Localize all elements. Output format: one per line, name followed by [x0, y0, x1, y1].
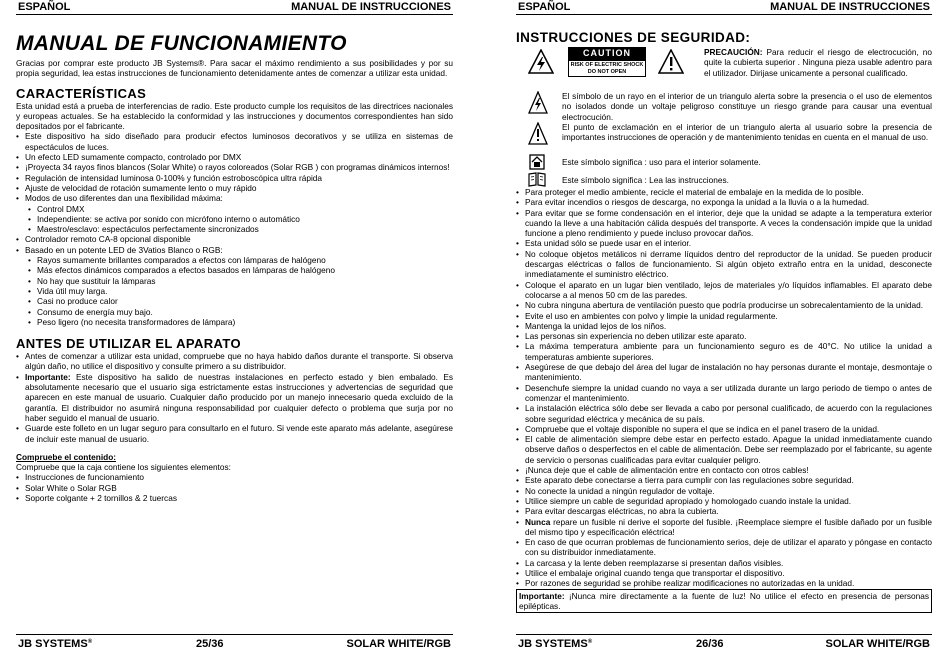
list-item: [516, 362, 932, 383]
list-item: • Rayos sumamente brillantes comparados a efectos con lámparas de halógeno: [28, 255, 453, 265]
list-item: • Más efectos dinámicos comparados a efectos basados en lámparas de halógeno: [28, 265, 453, 275]
header-title: MANUAL DE INSTRUCCIONES: [291, 1, 451, 13]
list-item: • Vida útil muy larga.: [28, 286, 453, 296]
list-item: • Regulación de intensidad luminosa 0-100% y función estroboscópica ultra rápida: [16, 173, 453, 183]
list-item-text: Guarde este folleto en un lugar seguro para consultarlo en el futuro. Si vende este aparato más adelante, asegúrese de incluir este manual de usuario.: [25, 423, 453, 444]
list-item: [516, 517, 932, 538]
header-language: ESPAÑOL: [18, 1, 71, 13]
list-item-bold: Nunca: [525, 516, 551, 527]
list-item-text: La máxima temperatura ambiente para un funcionamiento seguro es de 40°C. No utilice la unidad a temperaturas ambiente superiores.: [525, 341, 932, 362]
list-item-text: En caso de que ocurran problemas de funcionamiento serios, deje de utilizar el aparato y póngase en contacto con su distribuidor inmediatamente.: [525, 537, 932, 558]
features-heading: CARACTERÍSTICAS: [16, 85, 147, 101]
precaution-text: Para reducir el riesgo de electrocución, no quite la cubierta superior . Ninguna pieza usable adentro para el utilizador. Dirijase unicamente a personal cualificado.: [704, 47, 932, 78]
list-item-bold: Importante:: [25, 371, 71, 382]
list-item: • Maestro/esclavo: espectáculos perfectamente sincronizados: [28, 224, 453, 234]
list-item-text: Mantenga la unidad lejos de los niños.: [525, 320, 667, 331]
footer-model: SOLAR WHITE/RGB: [346, 638, 451, 650]
main-title: MANUAL DE FUNCIONAMIENTO: [16, 32, 347, 55]
safety-heading: INSTRUCCIONES DE SEGURIDAD:: [516, 30, 751, 45]
list-item-text: Utilice siempre un cable de seguridad apropiado y homologado cuando instale la unidad.: [525, 495, 852, 506]
symbol-row-indoor: [516, 153, 932, 171]
list-item: [516, 208, 932, 239]
list-item-text: Por razones de seguridad se prohibe realizar modificaciones no autorizadas en la unidad.: [525, 578, 855, 589]
list-item: [516, 486, 932, 496]
footer-page-number: 26/36: [696, 638, 724, 650]
page-footer: [516, 634, 932, 652]
list-item-text: Coloque el aparato en un lugar bien ventilado, lejos de materiales y/o líquidos inflamables. El aparato debe colocarse a al menos 50 cm de las paredes.: [525, 279, 932, 300]
list-item: [516, 537, 932, 558]
list-item: [16, 423, 453, 444]
list-item: [516, 341, 932, 362]
list-item: [516, 496, 932, 506]
list-item: • Control DMX: [28, 204, 453, 214]
list-item: [516, 311, 932, 321]
symbol-row-read: [516, 171, 932, 187]
list-item-text: Esta unidad sólo se puede usar en el interior.: [525, 238, 692, 249]
list-item-text: Para evitar descargas eléctricas, no abra la cubierta.: [525, 506, 719, 517]
list-item-text: La instalación eléctrica sólo debe ser llevada a cabo por personal cualificado, de acuerdo con la regulaciones sobre seguridad eléctrica y mecánica de su país.: [525, 403, 932, 424]
list-item: [16, 372, 453, 423]
before-use-list: [16, 351, 453, 444]
list-item: • No hay que sustituir la lámparas: [28, 276, 453, 286]
list-item: • Este dispositivo ha sido diseñado para producir efectos luminosos decorativos y se utiliza en sistemas de espectáculos de luces.: [16, 131, 453, 152]
indoor-use-icon: [528, 153, 546, 171]
footer-reg: ®: [87, 639, 93, 645]
list-item: [516, 187, 932, 197]
lightning-triangle-icon: [528, 91, 548, 115]
list-item: [516, 475, 932, 485]
list-item: [516, 506, 932, 516]
footer-page-number: 25/36: [196, 638, 224, 650]
list-item: • Modos de uso diferentes dan una flexibilidad máxima:: [16, 193, 453, 203]
list-item-text: Las personas sin experiencia no deben utilizar este aparato.: [525, 331, 747, 342]
list-item: • Controlador remoto CA-8 opcional disponible: [16, 234, 453, 244]
list-item: [516, 558, 932, 568]
symbol-text: Este símbolo significa : uso para el interior solamente.: [562, 157, 761, 167]
list-item-text: No coloque objetos metálicos ni derrame líquidos dentro del reproductor de la unidad. Se pueden producir descargas eléctricas o fallos de funcionamiento. Si algún objeto extraño entra en la unidad, desconecte inmediatamente el suministro eléctrico.: [525, 248, 932, 280]
caution-block: [516, 47, 932, 91]
intro-text: Gracias por comprar este producto JB Systems®. Para sacar el máximo rendimiento a sus posibilidades y por su propia seguridad, lea estas instrucciones de funcionamiento detenidamente antes de comenzar a utilizar esta unidad.: [16, 58, 453, 79]
list-item-text: No conecte la unidad a ningún regulador de voltaje.: [525, 485, 715, 496]
list-item-text: Utilice el embalaje original cuando tenga que transportar el dispositivo.: [525, 567, 785, 578]
list-item: [516, 424, 932, 434]
header-title: MANUAL DE INSTRUCCIONES: [770, 1, 930, 13]
precaution-label: PRECAUCIÓN:: [704, 47, 763, 57]
exclamation-triangle-icon: [528, 122, 548, 146]
list-item-text: Compruebe que el voltaje disponible no supera el que se indica en el panel trasero de la unidad.: [525, 423, 880, 434]
footer-reg: ®: [587, 639, 593, 645]
caution-sub-2: DO NOT OPEN: [587, 68, 627, 75]
list-item: [516, 321, 932, 331]
before-use-heading: ANTES DE UTILIZAR EL APARATO: [16, 336, 241, 352]
list-item: [516, 568, 932, 578]
list-item-text: ¡Nunca deje que el cable de alimentación entre en contacto con otros cables!: [525, 465, 809, 476]
list-item: [516, 403, 932, 424]
list-item-text: Antes de comenzar a utilizar esta unidad, compruebe que no haya habido daños durante el transporte. Si observa algún daño, no utilice el dispositivo y consulte primero a su distribuidor.: [25, 351, 453, 372]
footer-brand: JB SYSTEMS: [18, 638, 88, 650]
features-intro: Esta unidad está a prueba de interferencias de radio. Este producto cumple los requisitos de las directrices nacionales y europeas actuales. Se ha establecido la conformidad y las instrucciones y documentos correspondientes han sido depositados por el fabricante.: [16, 100, 453, 132]
list-item-text: Desenchufe siempre la unidad cuando no vaya a ser utilizada durante un largo periodo de tiempo o antes de comenzar el mantenimiento.: [525, 382, 932, 403]
list-item: [16, 351, 453, 372]
list-item: • ¡Proyecta 34 rayos finos blancos (Solar White) o rayos coloreados (Solar RGB ) con programas dinámicos internos!: [16, 162, 453, 172]
list-item: • Solar White o Solar RGB: [16, 483, 453, 493]
led-list: [16, 255, 453, 327]
list-item: • Consumo de energía muy bajo.: [28, 307, 453, 317]
caution-label: CAUTION RISK OF ELECTRIC SHOCK DO NOT OPEN: [568, 47, 646, 77]
list-item-text: Este dispositivo ha salido de nuestras instalaciones en perfecto estado y bien embalado. Es absolutamente necesario que el usuario siga estrictamente estas instrucciones y advertencias de seguridad que aparecen en este manual de usuario. Cualquier daño producido por un manejo innecesario queda excluido de la garantía. El distribuidor no asumirá ninguna responsabilidad por cualquier defecto o problema que surja por no haber seguido el manual de usuario.: [25, 371, 453, 423]
list-item: [516, 249, 932, 280]
right-content: [516, 30, 932, 613]
list-item: • Ajuste de velocidad de rotación sumamente lento o muy rápido: [16, 183, 453, 193]
list-item: • Independiente: se activa por sonido con micrófono interno o automático: [28, 214, 453, 224]
list-item-text: La carcasa y la lente deben reemplazarse si presentan daños visibles.: [525, 557, 784, 568]
list-item-text: El cable de alimentación siempre debe estar en perfecto estado. Apague la unidad inmediatamente cuando observe daños o desperfectos en el cable de alimentación. Debe ser reemplazado por el fabricante, su agente de servicio o personas cualificadas para evitar cualquier peligro.: [525, 434, 932, 465]
footer-model: SOLAR WHITE/RGB: [825, 638, 930, 650]
features-list: [16, 131, 453, 203]
symbol-text: El símbolo de un rayo en el interior de un triangulo alerta sobre la presencia o el uso de elementos no isolados donde un voltaje peligroso constituye un riesgo grande para causar una eventual electrocución.: [562, 91, 932, 122]
list-item: [516, 331, 932, 341]
check-contents-heading: Compruebe el contenido:: [16, 451, 117, 462]
check-contents-list: [16, 472, 453, 503]
symbol-text: El punto de exclamación en el interior de un triangulo alerta al usuario sobre la presencia de importantes instrucciones de operación y de mantenimiento tenidas en cuenta en el manual de uso.: [562, 122, 932, 143]
list-item-text: Asegúrese de que debajo del área del lugar de instalación no hay personas durante el montaje, desmontaje o mantenimiento.: [525, 362, 932, 383]
features-list-2: [16, 234, 453, 255]
list-item: [516, 465, 932, 475]
list-item: [516, 434, 932, 465]
list-item: [516, 280, 932, 301]
list-item-text: No cubra ninguna abertura de ventilación puesto que podría producirse un sobrecalentamiento de la unidad.: [525, 300, 924, 311]
list-item: • Basado en un potente LED de 3Vatios Blanco o RGB:: [16, 245, 453, 255]
list-item: • Soporte colgante + 2 tornillos & 2 tuercas: [16, 493, 453, 503]
symbol-row-lightning: [516, 91, 932, 122]
list-item: • Instrucciones de funcionamiento: [16, 472, 453, 482]
page-header: [516, 0, 932, 15]
list-item: [516, 383, 932, 404]
list-item: [516, 578, 932, 588]
exclamation-warning-icon: [658, 49, 684, 75]
list-item-text: Para evitar que se forme condensación en el interior, deje que la unidad se adapte a la temperatura exterior cuando la lleve a una habitación cálida después del transporte. A veces la condensación impide que la unidad funcione a pleno rendimiento y puede incluso provocar daños.: [525, 207, 932, 239]
list-item: • Peso ligero (no necesita transformadores de lámpara): [28, 317, 453, 327]
header-language: ESPAÑOL: [518, 1, 571, 13]
list-item-text: Evite el uso en ambientes con polvo y limpie la unidad regularmente.: [525, 310, 778, 321]
list-item-text: Este aparato debe conectarse a tierra para cumplir con las regulaciones sobre seguridad.: [525, 475, 854, 486]
symbol-row-exclamation: [516, 122, 932, 153]
list-item: • Un efecto LED sumamente compacto, controlado por DMX: [16, 152, 453, 162]
page-header: [16, 0, 453, 15]
list-item: [516, 197, 932, 207]
list-item-text: repare un fusible ni derive el soporte del fusible. ¡Reemplace siempre el fusible dañado por un fusible del mismo tipo y especificación eléctrica!: [525, 516, 932, 537]
important-text: ¡Nunca mire directamente a la fuente de luz! No utilice el efecto en presencia de personas epilépticas.: [519, 590, 929, 611]
list-item: [516, 238, 932, 248]
left-content: [16, 33, 453, 503]
footer-brand: JB SYSTEMS: [518, 638, 588, 650]
list-item-text: Para evitar incendios o riesgos de descarga, no exponga la unidad a la lluvia o a la humedad.: [525, 197, 870, 208]
list-item: [516, 300, 932, 310]
right-page: [516, 0, 932, 654]
read-instructions-icon: [528, 171, 546, 187]
safety-list: [516, 187, 932, 589]
list-item: • Casi no produce calor: [28, 296, 453, 306]
important-label: Importante:: [519, 590, 565, 601]
modes-list: [16, 204, 453, 235]
check-contents-intro: Compruebe que la caja contiene los siguientes elementos:: [16, 462, 231, 473]
important-notice-box: [516, 589, 932, 614]
symbol-text: Este símbolo significa : Lea las instrucciones.: [562, 175, 729, 185]
page-footer: [16, 634, 453, 652]
caution-sub-1: RISK OF ELECTRIC SHOCK: [570, 62, 644, 68]
list-item-text: Para proteger el medio ambiente, recicle el material de embalaje en la medida de lo posible.: [525, 187, 864, 197]
lightning-warning-icon: [528, 49, 554, 75]
left-page: [16, 0, 453, 654]
